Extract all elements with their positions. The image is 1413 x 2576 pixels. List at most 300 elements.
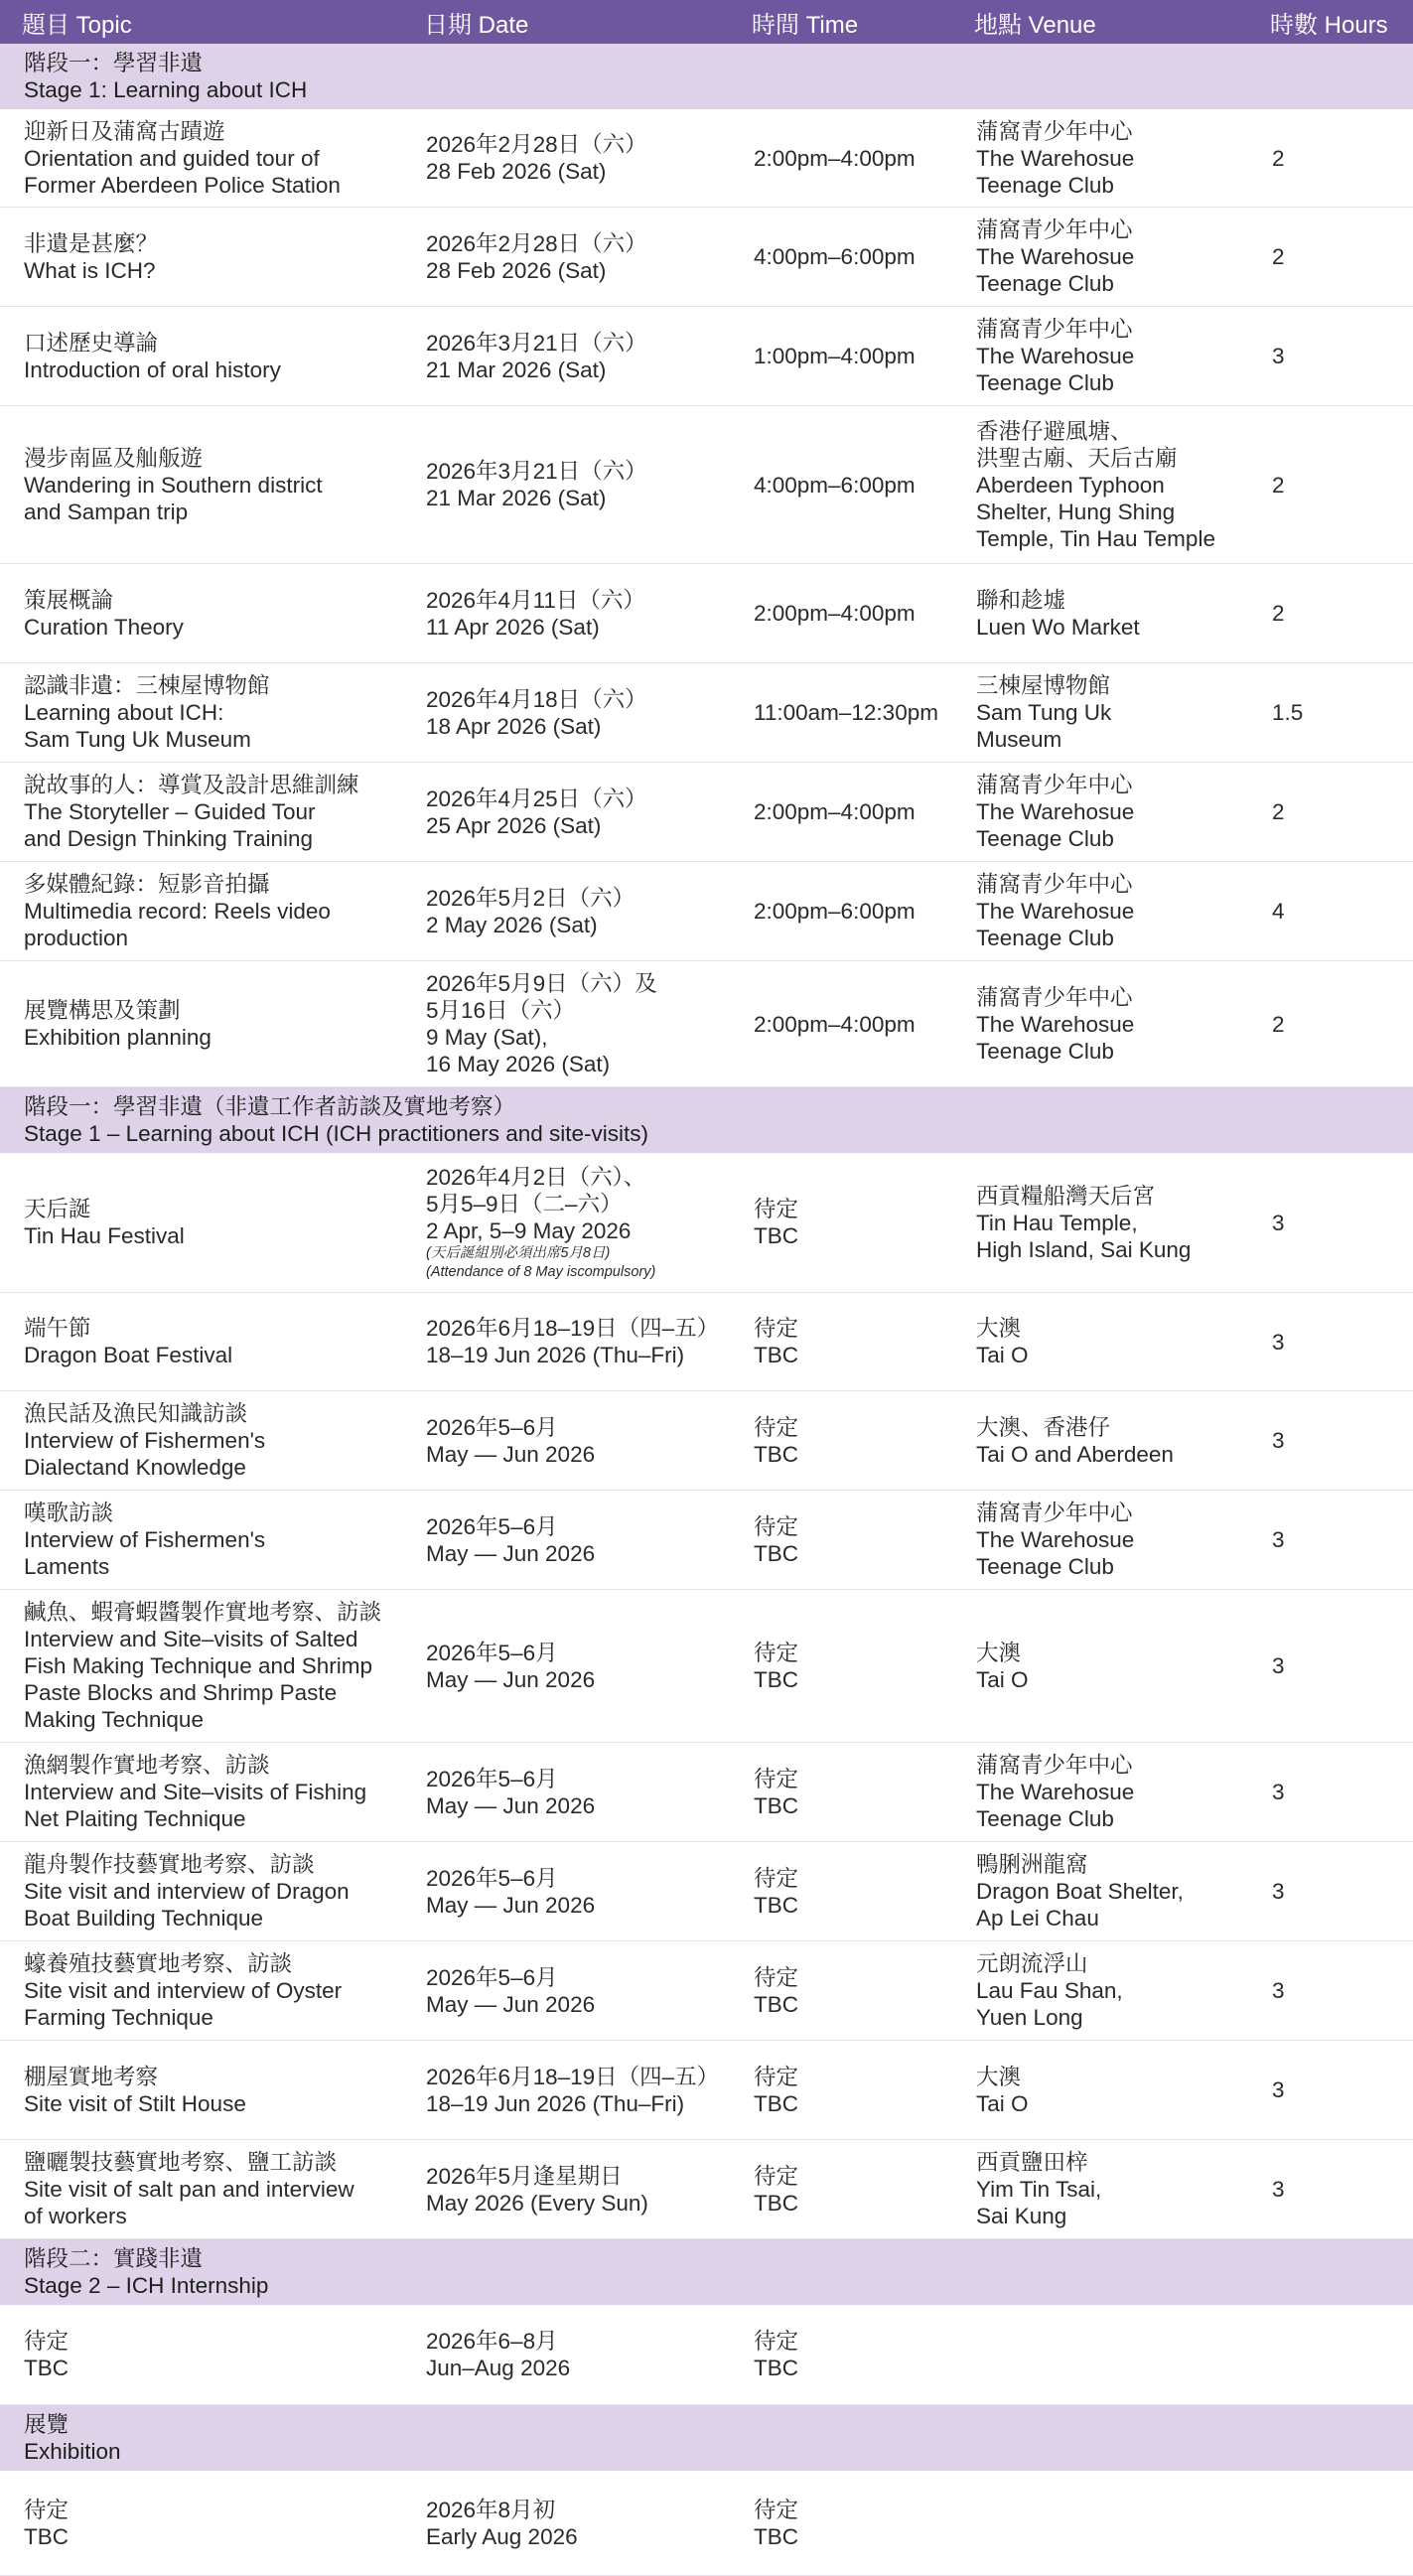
date-line: 18 Apr 2026 (Sat)	[426, 713, 602, 739]
table-body	[0, 44, 1413, 2576]
venue-line: Luen Wo Market	[976, 614, 1140, 640]
hours-cell	[1248, 2471, 1413, 2576]
time-line: 2:00pm–4:00pm	[754, 601, 916, 626]
time-cell	[730, 208, 952, 307]
table-row	[0, 1590, 1413, 1743]
time-line: 待定	[754, 2329, 799, 2354]
time-cell	[730, 307, 952, 406]
venue-cell	[952, 1491, 1248, 1590]
header-date: 日期 Date	[402, 0, 730, 44]
venue-line: Lau Fau Shan,	[976, 1978, 1123, 2003]
topic-line: 龍舟製作技藝實地考察、訪談	[24, 1852, 315, 1877]
time-line: 2:00pm–6:00pm	[754, 899, 916, 924]
venue-line: The Warehosue	[976, 1011, 1135, 1037]
topic-cell	[0, 1293, 402, 1391]
venue-line: Teenage Club	[976, 271, 1114, 296]
date-line: 2026年4月11日（六）	[426, 587, 645, 613]
time-cell	[730, 2471, 952, 2576]
date-cell	[402, 1941, 730, 2041]
header-row	[0, 0, 1413, 44]
topic-line: 展覽構思及策劃	[24, 998, 181, 1023]
hours-cell: 1.5	[1248, 663, 1413, 763]
venue-line: Aberdeen Typhoon	[976, 472, 1165, 498]
venue-line: The Warehosue	[976, 1780, 1135, 1804]
venue-line: 蒲窩青少年中心	[976, 217, 1133, 242]
topic-line: TBC	[24, 2356, 69, 2380]
stage-heading-row	[0, 2239, 1413, 2306]
topic-cell	[0, 1491, 402, 1590]
venue-cell	[952, 862, 1248, 961]
date-line: 2026年5–6月	[426, 1766, 558, 1791]
table-row	[0, 2140, 1413, 2239]
topic-cell	[0, 564, 402, 663]
topic-line: Net Plaiting Technique	[24, 1806, 246, 1831]
venue-cell	[952, 1153, 1248, 1293]
time-cell	[730, 1491, 952, 1590]
table-row	[0, 1842, 1413, 1941]
date-cell	[402, 1842, 730, 1941]
date-cell	[402, 1391, 730, 1491]
time-cell	[730, 1293, 952, 1391]
time-line: 待定	[754, 2497, 799, 2522]
hours-cell: 3	[1248, 1293, 1413, 1391]
table-row	[0, 862, 1413, 961]
date-line: 2026年5月逢星期日	[426, 2163, 623, 2189]
venue-line: Temple, Tin Hau Temple	[976, 525, 1215, 551]
venue-line: 蒲窩青少年中心	[976, 872, 1133, 897]
venue-line: 蒲窩青少年中心	[976, 773, 1133, 797]
date-line: 2026年5–6月	[426, 1865, 558, 1891]
time-line: 待定	[754, 1316, 799, 1341]
date-line: 2026年5–6月	[426, 1513, 558, 1539]
date-line: 2026年6–8月	[426, 2329, 558, 2354]
date-line: 25 Apr 2026 (Sat)	[426, 812, 602, 838]
topic-line: Introduction of oral history	[24, 357, 281, 382]
venue-cell	[952, 2140, 1248, 2239]
time-line: TBC	[754, 1792, 798, 1818]
topic-cell	[0, 1743, 402, 1842]
venue-line: Dragon Boat Shelter,	[976, 1879, 1184, 1904]
venue-cell	[952, 2471, 1248, 2576]
topic-cell	[0, 406, 402, 564]
venue-line: Ap Lei Chau	[976, 1906, 1099, 1931]
topic-line: TBC	[24, 2523, 69, 2549]
topic-line: 迎新日及蒲窩古蹟遊	[24, 118, 225, 144]
topic-cell	[0, 663, 402, 763]
date-line: May 2026 (Every Sun)	[426, 2190, 648, 2216]
date-line: 2026年4月2日（六）、	[426, 1164, 646, 1190]
venue-cell	[952, 109, 1248, 208]
date-cell	[402, 1743, 730, 1842]
hours-cell: 3	[1248, 2041, 1413, 2140]
date-line: 2026年5月2日（六）	[426, 885, 636, 911]
stage-title-en: Stage 2 – ICH Internship	[24, 2273, 269, 2298]
topic-line: Paste Blocks and Shrimp Paste	[24, 1680, 338, 1705]
topic-cell	[0, 2140, 402, 2239]
topic-cell	[0, 1391, 402, 1491]
venue-line: 大澳	[976, 1640, 1022, 1665]
venue-line: Teenage Club	[976, 1806, 1114, 1831]
venue-line: Teenage Club	[976, 172, 1114, 198]
topic-cell	[0, 1941, 402, 2041]
venue-line: Teenage Club	[976, 370, 1114, 395]
venue-line: Shelter, Hung Shing	[976, 499, 1176, 524]
time-line: 4:00pm–6:00pm	[754, 472, 916, 498]
venue-line: Sai Kung	[976, 2204, 1067, 2228]
table-row	[0, 1293, 1413, 1391]
time-cell	[730, 406, 952, 564]
topic-line: Curation Theory	[24, 614, 184, 640]
venue-line: High Island, Sai Kung	[976, 1236, 1192, 1262]
venue-line: The Warehosue	[976, 799, 1135, 824]
topic-cell	[0, 862, 402, 961]
venue-cell	[952, 763, 1248, 862]
topic-line: Dragon Boat Festival	[24, 1343, 233, 1367]
time-line: 1:00pm–4:00pm	[754, 344, 916, 368]
hours-cell: 4	[1248, 862, 1413, 961]
topic-line: Boat Building Technique	[24, 1906, 264, 1931]
topic-cell	[0, 208, 402, 307]
venue-line: Sam Tung Uk	[976, 700, 1112, 725]
hours-cell: 3	[1248, 1391, 1413, 1491]
venue-line: Teenage Club	[976, 1554, 1114, 1579]
date-note: (Attendance of 8 May iscompulsory)	[426, 1263, 656, 1280]
time-cell	[730, 1743, 952, 1842]
venue-line: Tai O	[976, 1666, 1029, 1692]
hours-cell: 3	[1248, 307, 1413, 406]
venue-line: 鴨脷洲龍窩	[976, 1852, 1088, 1877]
time-line: TBC	[754, 2190, 798, 2216]
venue-cell	[952, 208, 1248, 307]
date-cell	[402, 109, 730, 208]
hours-cell: 3	[1248, 1153, 1413, 1293]
time-line: 4:00pm–6:00pm	[754, 244, 916, 269]
time-cell	[730, 862, 952, 961]
time-cell	[730, 1842, 952, 1941]
date-line: May — Jun 2026	[426, 1792, 596, 1818]
venue-line: The Warehosue	[976, 145, 1135, 171]
venue-cell	[952, 663, 1248, 763]
topic-line: 漁網製作實地考察、訪談	[24, 1753, 270, 1778]
time-line: TBC	[754, 1540, 798, 1566]
date-cell	[402, 2041, 730, 2140]
date-line: 21 Mar 2026 (Sat)	[426, 486, 607, 510]
time-cell	[730, 2140, 952, 2239]
topic-line: Site visit and interview of Oyster	[24, 1978, 343, 2003]
date-line: 9 May (Sat),	[426, 1025, 548, 1050]
header-time: 時間 Time	[730, 0, 952, 44]
topic-line: Sam Tung Uk Museum	[24, 727, 251, 752]
time-line: 11:00am–12:30pm	[754, 700, 938, 725]
hours-cell	[1248, 2305, 1413, 2405]
date-line: 2026年2月28日（六）	[426, 230, 647, 256]
stage-heading-row	[0, 1087, 1413, 1154]
table-row	[0, 663, 1413, 763]
stage-heading	[0, 44, 1413, 109]
venue-line: 大澳	[976, 2064, 1022, 2089]
topic-line: 漫步南區及舢舨遊	[24, 445, 204, 471]
venue-line: Teenage Club	[976, 926, 1114, 950]
time-line: 待定	[754, 1197, 799, 1221]
venue-line: Tin Hau Temple,	[976, 1210, 1138, 1235]
date-line: 21 Mar 2026 (Sat)	[426, 357, 607, 382]
venue-cell	[952, 2305, 1248, 2405]
topic-cell	[0, 1842, 402, 1941]
time-cell	[730, 961, 952, 1087]
venue-line: Teenage Club	[976, 826, 1114, 851]
time-line: TBC	[754, 2523, 798, 2549]
topic-line: and Design Thinking Training	[24, 826, 314, 851]
date-line: 2026年3月21日（六）	[426, 459, 647, 484]
date-cell	[402, 2471, 730, 2576]
time-line: TBC	[754, 1991, 798, 2017]
topic-cell	[0, 2041, 402, 2140]
venue-line: 蒲窩青少年中心	[976, 984, 1133, 1010]
time-line: TBC	[754, 1666, 798, 1692]
hours-cell: 3	[1248, 1842, 1413, 1941]
topic-line: Site visit of salt pan and interview	[24, 2177, 354, 2202]
date-line: 2026年2月28日（六）	[426, 132, 647, 157]
time-line: 待定	[754, 2064, 799, 2089]
venue-line: The Warehosue	[976, 1527, 1135, 1552]
venue-line: Tai O and Aberdeen	[976, 1441, 1174, 1467]
time-line: 待定	[754, 2163, 799, 2189]
venue-line: 蒲窩青少年中心	[976, 1501, 1133, 1525]
venue-cell	[952, 307, 1248, 406]
venue-cell	[952, 406, 1248, 564]
date-line: 2026年5–6月	[426, 1640, 558, 1665]
date-cell	[402, 1293, 730, 1391]
venue-line: Yim Tin Tsai,	[976, 2177, 1102, 2202]
topic-line: Farming Technique	[24, 2005, 213, 2030]
topic-line: Interview of Fishermen's	[24, 1428, 266, 1453]
venue-cell	[952, 1842, 1248, 1941]
hours-cell: 2	[1248, 564, 1413, 663]
stage-title-zh: 展覽	[24, 2412, 70, 2437]
time-cell	[730, 763, 952, 862]
stage-heading	[0, 2239, 1413, 2306]
topic-cell	[0, 2305, 402, 2405]
venue-line: 香港仔避風塘、	[976, 418, 1133, 444]
stage-title-en: Stage 1 – Learning about ICH (ICH practitioners and site-visits)	[24, 1121, 649, 1146]
date-line: May — Jun 2026	[426, 1666, 596, 1692]
date-line: 2026年3月21日（六）	[426, 330, 647, 356]
topic-line: production	[24, 926, 129, 950]
stage-heading	[0, 1087, 1413, 1154]
venue-line: 大澳	[976, 1316, 1022, 1341]
time-line: 2:00pm–4:00pm	[754, 145, 916, 171]
date-line: May — Jun 2026	[426, 1540, 596, 1566]
time-line: 待定	[754, 1513, 799, 1539]
venue-line: The Warehosue	[976, 344, 1135, 368]
date-cell	[402, 564, 730, 663]
hours-cell: 3	[1248, 1590, 1413, 1743]
time-cell	[730, 663, 952, 763]
time-cell	[730, 1941, 952, 2041]
hours-cell: 3	[1248, 1491, 1413, 1590]
topic-line: 鹹魚、蝦膏蝦醬製作實地考察、訪談	[24, 1600, 382, 1625]
hours-cell: 3	[1248, 2140, 1413, 2239]
hours-cell: 2	[1248, 109, 1413, 208]
hours-cell: 3	[1248, 1941, 1413, 2041]
topic-line: 策展概論	[24, 587, 114, 613]
topic-line: 說故事的人：導賞及設計思維訓練	[24, 773, 359, 797]
date-line: 2026年4月18日（六）	[426, 686, 647, 712]
topic-line: Laments	[24, 1554, 110, 1579]
time-line: 待定	[754, 1640, 799, 1665]
date-line: Early Aug 2026	[426, 2523, 578, 2549]
date-cell	[402, 1491, 730, 1590]
time-cell	[730, 564, 952, 663]
topic-line: 天后誕	[24, 1197, 91, 1221]
date-cell	[402, 2305, 730, 2405]
venue-cell	[952, 2041, 1248, 2140]
venue-line: Teenage Club	[976, 1038, 1114, 1064]
table-row	[0, 564, 1413, 663]
table-row	[0, 2041, 1413, 2140]
stage-heading-row	[0, 2405, 1413, 2472]
venue-cell	[952, 1391, 1248, 1491]
date-line: 11 Apr 2026 (Sat)	[426, 614, 600, 640]
venue-cell	[952, 564, 1248, 663]
time-line: 2:00pm–4:00pm	[754, 1011, 916, 1037]
venue-line: 蒲窩青少年中心	[976, 1753, 1133, 1778]
date-cell	[402, 862, 730, 961]
date-line: Jun–Aug 2026	[426, 2356, 571, 2380]
table-row	[0, 406, 1413, 564]
date-line: 18–19 Jun 2026 (Thu–Fri)	[426, 2090, 685, 2116]
stage-heading-row	[0, 44, 1413, 109]
date-line: 2026年8月初	[426, 2497, 556, 2522]
topic-cell	[0, 1153, 402, 1293]
date-line: 5月5–9日（二–六）	[426, 1191, 623, 1216]
stage-heading	[0, 2405, 1413, 2472]
header-hours: 時數 Hours	[1248, 0, 1413, 44]
time-line: 待定	[754, 1414, 799, 1440]
venue-cell	[952, 1590, 1248, 1743]
time-cell	[730, 1153, 952, 1293]
stage-title-zh: 階段二：實踐非遺	[24, 2246, 204, 2271]
date-cell	[402, 208, 730, 307]
date-line: May — Jun 2026	[426, 1892, 596, 1918]
venue-line: The Warehosue	[976, 899, 1135, 924]
venue-cell	[952, 1941, 1248, 2041]
time-line: 待定	[754, 1766, 799, 1791]
topic-line: 非遺是甚麼？	[24, 230, 159, 256]
topic-line: Dialectand Knowledge	[24, 1455, 246, 1480]
topic-line: and Sampan trip	[24, 499, 189, 524]
topic-line: 待定	[24, 2329, 70, 2354]
topic-line: Fish Making Technique and Shrimp	[24, 1653, 373, 1678]
time-line: 待定	[754, 1964, 799, 1990]
venue-line: Tai O	[976, 1343, 1029, 1367]
topic-line: 待定	[24, 2497, 70, 2522]
venue-line: The Warehosue	[976, 244, 1135, 269]
table-row	[0, 2471, 1413, 2576]
venue-line: 洪聖古廟、天后古廟	[976, 445, 1178, 471]
time-line: TBC	[754, 2356, 798, 2380]
venue-line: 三棟屋博物館	[976, 673, 1111, 698]
venue-line: 大澳、香港仔	[976, 1414, 1111, 1440]
date-cell	[402, 763, 730, 862]
date-line: May — Jun 2026	[426, 1991, 596, 2017]
venue-line: 西貢鹽田梓	[976, 2150, 1088, 2175]
topic-line: 棚屋實地考察	[24, 2064, 159, 2089]
table-row	[0, 2305, 1413, 2405]
table-row	[0, 208, 1413, 307]
table-row	[0, 1391, 1413, 1491]
date-cell	[402, 1153, 730, 1293]
venue-line: 蒲窩青少年中心	[976, 317, 1133, 342]
time-line: TBC	[754, 1343, 798, 1367]
topic-cell	[0, 109, 402, 208]
venue-line: 元朗流浮山	[976, 1951, 1088, 1976]
date-line: 5月16日（六）	[426, 998, 576, 1023]
venue-line: 聯和趁墟	[976, 587, 1066, 613]
time-cell	[730, 1391, 952, 1491]
header-venue: 地點 Venue	[952, 0, 1248, 44]
date-cell	[402, 307, 730, 406]
topic-cell	[0, 763, 402, 862]
date-line: 28 Feb 2026 (Sat)	[426, 159, 607, 184]
stage-title-en: Stage 1: Learning about ICH	[24, 77, 308, 102]
date-line: 18–19 Jun 2026 (Thu–Fri)	[426, 1343, 685, 1367]
venue-cell	[952, 961, 1248, 1087]
topic-line: 口述歷史導論	[24, 330, 159, 356]
topic-cell	[0, 307, 402, 406]
venue-line: 西貢糧船灣天后宮	[976, 1183, 1156, 1209]
table-row	[0, 109, 1413, 208]
table-row	[0, 1491, 1413, 1590]
date-line: 2026年5–6月	[426, 1964, 558, 1990]
date-cell	[402, 2140, 730, 2239]
date-line: May — Jun 2026	[426, 1441, 596, 1467]
date-line: 2026年4月25日（六）	[426, 786, 647, 811]
date-cell	[402, 406, 730, 564]
topic-line: 蠔養殖技藝實地考察、訪談	[24, 1951, 293, 1976]
topic-line: Tin Hau Festival	[24, 1223, 185, 1248]
date-line: 2026年6月18–19日（四–五）	[426, 1316, 720, 1341]
venue-line: Tai O	[976, 2090, 1029, 2116]
stage-title-en: Exhibition	[24, 2439, 121, 2464]
venue-line: Museum	[976, 727, 1062, 752]
topic-line: Interview and Site–visits of Fishing	[24, 1780, 367, 1804]
date-line: 2 Apr, 5–9 May 2026	[426, 1217, 632, 1243]
hours-cell: 2	[1248, 763, 1413, 862]
time-line: TBC	[754, 1441, 798, 1467]
hours-cell: 3	[1248, 1743, 1413, 1842]
table-row	[0, 307, 1413, 406]
topic-line: Exhibition planning	[24, 1025, 212, 1050]
topic-line: 認識非遺：三棟屋博物館	[24, 673, 270, 698]
table-row	[0, 1743, 1413, 1842]
date-cell	[402, 961, 730, 1087]
time-line: TBC	[754, 1892, 798, 1918]
date-line: 2026年6月18–19日（四–五）	[426, 2064, 720, 2089]
topic-line: Site visit of Stilt House	[24, 2090, 246, 2116]
topic-line: Interview and Site–visits of Salted	[24, 1627, 358, 1651]
date-line: 28 Feb 2026 (Sat)	[426, 257, 607, 283]
topic-line: Site visit and interview of Dragon	[24, 1879, 350, 1904]
time-line: 待定	[754, 1865, 799, 1891]
topic-cell	[0, 1590, 402, 1743]
time-cell	[730, 109, 952, 208]
table-row	[0, 763, 1413, 862]
topic-line: Wandering in Southern district	[24, 472, 323, 498]
table-row	[0, 1153, 1413, 1293]
topic-line: Interview of Fishermen's	[24, 1527, 266, 1552]
time-cell	[730, 1590, 952, 1743]
